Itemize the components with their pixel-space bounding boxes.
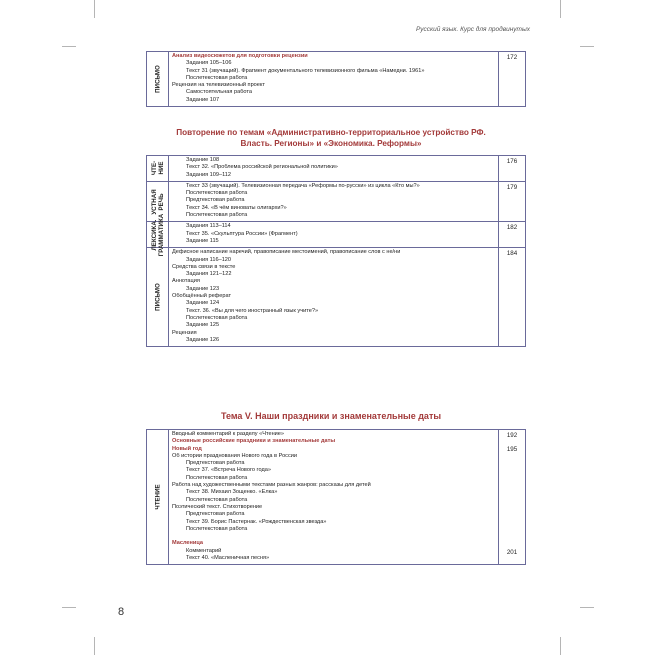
contents-entry: Текст 38. Михаил Зощенко. «Елка» [186,489,278,496]
section-cell [147,52,169,107]
page-ref: 201 [506,549,518,556]
table-body [147,52,526,107]
page-ref-cell [499,430,526,565]
contents-entry: Задания 113–114 [186,223,231,230]
section-label: ПИСЬМО [154,283,161,311]
contents-entry: Об истории празднования Нового года в России [172,452,298,459]
page-ref: 184 [506,250,518,258]
section-label: ЧТЕ- НИЕ [150,161,165,176]
contents-entry: Задание 126 [186,336,220,343]
contents-table-holidays [146,429,526,565]
contents-entry: Вводный комментарий к разделу «Чтение» [172,431,285,437]
page-ref: 176 [506,158,518,165]
page-ref: 195 [506,446,518,453]
contents-entry: Текст 37. «Встреча Нового года» [186,467,271,474]
contents-entry: Задания 121–122 [186,271,232,278]
table-row [147,156,526,182]
contents-entry: Рецензия на телевизионный проект [172,82,265,89]
contents-entry: Предтекстовая работа [186,460,245,467]
table-body [147,156,526,347]
table-row [147,222,526,248]
crop-mark [580,46,594,47]
contents-table-review-topics [146,155,526,347]
contents-entry: Обобщённый реферат [172,293,232,300]
contents-entry: Предтекстовая работа [186,197,245,204]
contents-entry: Задания 116–120 [186,256,232,263]
contents-entry: Работа над художественными текстами разных жанров: рассказы для детей [172,482,371,489]
subsection-title: Новый год [172,445,202,452]
page-ref: 172 [506,54,518,61]
contents-entry: Текст 35. «Скульптура России» (Фрагмент) [186,230,298,237]
table-row [147,52,526,107]
section-cell [147,213,169,257]
contents-entry: Задание 123 [186,285,220,292]
section-label: ЧТЕНИЕ [154,484,161,510]
page-ref-cell [499,52,526,107]
page-number: 8 [118,606,125,618]
contents-entry: Послетекстовая работа [186,525,248,532]
crop-mark [94,0,95,18]
section-label: ЛЕКСИКА. ГРАММАТИКА [150,213,165,257]
page-ref-cell [499,248,526,347]
running-head: Русский язык. Курс для продвинутых [415,26,530,33]
contents-entry: Текст 39. Борис Пастернак. «Рождественская звезда» [186,518,327,525]
crop-mark [580,607,594,608]
contents-entry: Задание 124 [186,300,220,307]
contents-entry: Самостоятельная работа [186,89,253,96]
contents-cell [169,222,499,248]
contents-entry: Задание 108 [186,157,220,163]
page-ref: 179 [506,183,518,191]
table-row [147,430,526,565]
section-cell [147,156,169,182]
section-label: ПИСЬМО [154,65,161,93]
crop-mark [560,0,561,18]
contents-entry: Поэтический текст. Стихотворение [172,503,263,510]
contents-entry: Аннотация [172,278,200,285]
contents-entry: Послетекстовая работа [186,190,248,197]
heading-line: Власть. Регионы» и «Экономика. Реформы» [240,139,422,148]
contents-cell [169,430,499,565]
contents-entry: Дефисное написание наречий, правописание местоимений, правописание слов с не/ни [172,249,401,256]
contents-entry: Послетекстовая работа [186,496,248,503]
page-ref-cell [499,181,526,221]
contents-entry: Текст. 36. «Вы для чего иностранный язык учите?» [186,307,319,314]
contents-entry: Рецензия [172,329,197,336]
page-ref-cell [499,156,526,182]
crop-mark [560,637,561,655]
contents-entry: Послетекстовая работа [186,474,248,481]
contents-entry: Задание 107 [186,96,220,103]
contents-entry [172,533,498,540]
contents-entry: Послетекстовая работа [186,212,248,219]
crop-mark [62,607,76,608]
contents-entry: Задание 125 [186,322,220,329]
section-cell [147,248,169,347]
contents-entry: Текст 33 (звучащий). Телевизионная передача «Реформы по-русски» из цикла «Кто мы?» [186,182,420,189]
contents-entry: Текст 34. «В чём виноваты олигархи?» [186,204,287,211]
contents-entry: Задание 115 [186,237,219,244]
page-ref: 182 [506,224,518,232]
table-body [147,430,526,565]
subsection-title: Масленица [172,540,203,547]
page-ref-cell [499,222,526,248]
section-heading-topic-v [135,411,527,422]
contents-table-writing-review [146,51,526,107]
contents-entry: Задания 105–106 [186,60,232,67]
subsection-title: Анализ видеосюжетов для подготовки рецензии [172,53,308,59]
contents-entry: Текст 32. «Проблема российской региональной политики» [186,164,338,171]
heading-line: Повторение по темам «Административно-территориальное устройство РФ. [176,128,486,137]
contents-cell [169,52,499,107]
table-row [147,181,526,221]
subsection-title: Основные российские праздники и знаменательные даты [172,438,336,445]
contents-entry: Текст 31 (звучащий). Фрагмент документального телевизионного фильма «Намедни. 1961» [186,67,425,74]
contents-entry: Задания 109–112 [186,171,232,178]
contents-entry: Предтекстовая работа [186,511,245,518]
crop-mark [94,637,95,655]
contents-cell [169,248,499,347]
crop-mark [62,46,76,47]
contents-cell [169,156,499,182]
table-row [147,248,526,347]
heading-line: Тема V. Наши праздники и знаменательные даты [220,411,442,421]
section-heading-review [135,127,527,149]
contents-cell [169,181,499,221]
contents-entry: Послетекстовая работа [186,314,248,321]
contents-entry: Средства связи в тексте [172,263,236,270]
page-ref: 192 [506,432,518,439]
section-cell [147,430,169,565]
contents-entry: Комментарий [186,547,222,554]
section-label: УСТНАЯ РЕЧЬ [150,188,165,215]
contents-entry: Текст 40. «Масленичная песня» [186,555,270,562]
contents-entry: Послетекстовая работа [186,74,248,81]
